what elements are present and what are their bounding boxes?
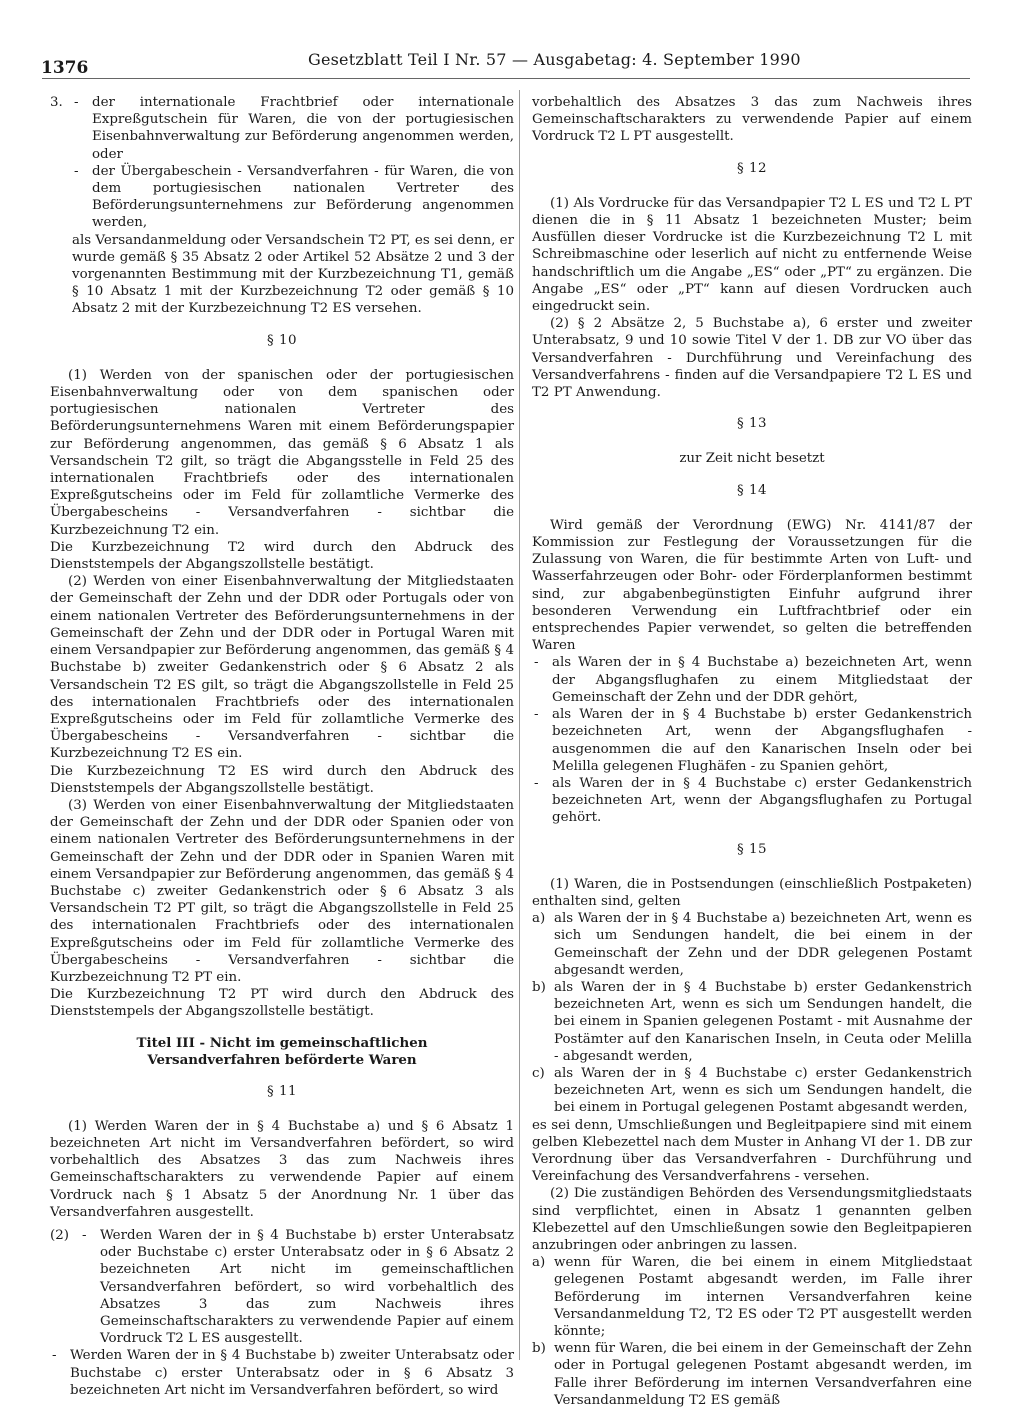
dash-mark: -: [82, 1227, 87, 1243]
paragraph: (2) Die zuständigen Behörden des Versendungsmitgliedstaats sind verpflichtet, einen in Absatz 1 genannten gelben Klebezettel auf den Umschließungen sowie den Begleitpapieren anzubringen oder anbringen zu lassen.: [532, 1186, 972, 1253]
title-iii-heading: [50, 1035, 514, 1069]
item-letter: a): [532, 1255, 546, 1271]
page-number: 1376: [41, 58, 89, 78]
paragraph: als Waren der in § 4 Buchstabe a) bezeichneten Art, wenn es sich um Sendungen handelt, die bei einem in der Gemeinschaft der Zehn und der DDR gelegenen Postamt abgesandt werden,: [554, 911, 972, 978]
list-item-a: [532, 910, 972, 979]
dash-mark: -: [74, 163, 79, 179]
paragraph: (2) § 2 Absätze 2, 5 Buchstabe a), 6 erster und zweiter Unterabsatz, 9 und 10 sowie Titel V der 1. DB zur VO über das Versandverfahren - Durchführung und Vereinfachung des Versandverfahrens - finden auf die Versandpapiere T2 L ES und T2 PT Anwendung.: [532, 316, 972, 401]
column-divider: [519, 90, 520, 1360]
header-rule: [42, 78, 970, 79]
paragraph: Die Kurzbezeichnung T2 PT wird durch den Abdruck des Dienststempels der Abgangszollstelle bestätigt.: [50, 987, 514, 1020]
paragraph: als Waren der in § 4 Buchstabe c) erster Gedankenstrich bezeichneten Art, wenn der Abgangsflughafen zu Portugal gehört.: [552, 775, 972, 826]
paragraph: wenn für Waren, die bei einem in der Gemeinschaft der Zehn oder in Portugal gelegenen Postamt abgesandt werden, im Falle ihrer Beförderung im internen Versandverfahren eine Versandanmeldung T2 ES gemäß: [554, 1341, 972, 1408]
item-letter: b): [532, 1341, 546, 1357]
section-heading-15: § 15: [737, 841, 767, 857]
paragraph: vorbehaltlich des Absatzes 3 das zum Nachweis ihres Gemeinschaftscharakters zu verwendende Papier auf einem Vordruck T2 L PT ausgestellt.: [532, 95, 972, 145]
dash-item: [72, 163, 514, 232]
paragraph: Die Kurzbezeichnung T2 wird durch den Abdruck des Dienststempels der Abgangszollstelle bestätigt.: [50, 539, 514, 573]
paragraph: (3) Werden von einer Eisenbahnverwaltung der Mitgliedstaaten der Gemeinschaft der Zehn und der DDR oder Spanien oder von einem nationalen Vertreter des Beförderungsunternehmens in der Gemeinschaft der Zehn und der DDR oder in Spanien Waren mit einem Versandpapier zur Beförderung angenommen, das gemäß § 4 Buchstabe c) zweiter Gedankenstrich oder § 6 Absatz 3 als Versandschein T2 PT gilt, so trägt die Abgangszollstelle in Feld 25 des internationalen Frachtbriefs oder des internationalen Expreßgutscheins oder im Feld für zollamtliche Vermerke des Übergabescheins - Versandverfahren - sichtbar die Kurzbezeichnung T2 PT ein.: [50, 797, 514, 985]
dash-mark: -: [52, 1348, 57, 1364]
dash-item: [532, 775, 972, 827]
paragraph: als Waren der in § 4 Buchstabe a) bezeichneten Art, wenn der Abgangsflughafen zu einem Mitgliedstaat der Gemeinschaft der Zehn und der DDR gehört,: [552, 655, 972, 705]
paragraph: (1) Als Vordrucke für das Versandpapier T2 L ES und T2 L PT dienen die in § 11 Absatz 1 bezeichneten Muster; beim Ausfüllen dieser Vordrucke ist die Kurzbezeichnung T2 L mit Schreibmaschine oder leserlich auf nicht zu entfernende Weise handschriftlich um die Angabe „ES“ oder „PT“ zu ergänzen. Die Angabe „ES“ oder „PT“ kann auf diesen Vordrucken auch eingedruckt sein.: [532, 195, 972, 315]
paragraph: der Übergabeschein - Versandverfahren - für Waren, die von dem portugiesischen nationalen Vertreter des Beförderungsunternehmens zur Beförderung angenommen werden,: [92, 163, 514, 231]
list-item-c: [532, 1065, 972, 1117]
section-heading-13: § 13: [737, 416, 767, 432]
title-line: Versandverfahren beförderte Waren: [147, 1051, 417, 1068]
list-item-a: [532, 1254, 972, 1340]
paragraph: als Versandanmeldung oder Versandschein T2 PT, es sei denn, er wurde gemäß § 35 Absatz 2 oder Artikel 52 Absätze 2 und 3 der vorgenannten Bestimmung mit der Kurzbezeichnung T1, gemäß § 10 Absatz 1 mit der Kurzbezeichnung T2 oder gemäß § 10 Absatz 2 mit der Kurzbezeichnung T2 ES versehen.: [72, 232, 514, 317]
item-3: [50, 94, 514, 318]
item-letter: c): [532, 1065, 545, 1081]
paragraph: (1) Werden von der spanischen oder der portugiesischen Eisenbahnverwaltung oder von dem spanischen oder portugiesischen nationalen Vertreter des Beförderungsunternehmens Waren mit einem Beförderungspapier zur Beförderung angenommen, das gemäß § 6 Absatz 1 als Versandschein T2 gilt, so trägt die Abgangsstelle in Feld 25 des internationalen Frachtbriefs oder des internationalen Expreßgutscheins oder im Feld für zollamtliche Vermerke des Übergabescheins - Versandverfahren - sichtbar die Kurzbezeichnung T2 ein.: [50, 367, 514, 538]
paragraph: es sei denn, Umschließungen und Begleitpapiere sind mit einem gelben Klebezettel nach dem Muster in Anhang VI der 1. DB zur Verordnung über das Versandverfahren - Durchführung und Vereinfachung des Versandverfahrens - versehen.: [532, 1117, 972, 1185]
paragraph: Werden Waren der in § 4 Buchstabe b) zweiter Unterabsatz oder Buchstabe c) erster Unterabsatz oder in § 6 Absatz 3 bezeichneten Art nicht im Versandverfahren befördert, so wird: [70, 1348, 514, 1398]
section-heading-14: § 14: [737, 482, 767, 498]
paragraph: als Waren der in § 4 Buchstabe b) erster Gedankenstrich bezeichneten Art, wenn es sich um Sendungen handelt, die bei einem in Spanien gelegenen Postamt - mit Ausnahme der Postämter auf den Kanarischen Inseln, in Ceuta oder Melilla - abgesandt werden,: [554, 979, 972, 1064]
dash-mark: -: [534, 655, 539, 671]
dash-item: [72, 94, 514, 163]
dash-item: [532, 706, 972, 775]
paragraph: der internationale Frachtbrief oder internationale Expreßgutschein für Waren, die von der portugiesischen Eisenbahnverwaltung zur Beförderung angenommen werden, oder: [92, 95, 514, 162]
dash-item: [50, 1347, 514, 1399]
dash-item: [532, 654, 972, 706]
paragraph: (1) Waren, die in Postsendungen (einschließlich Postpaketen) enthalten sind, gelten: [532, 876, 972, 909]
dash-mark: -: [74, 95, 79, 110]
paragraph: Die Kurzbezeichnung T2 ES wird durch den Abdruck des Dienststempels der Abgangszollstelle bestätigt.: [50, 763, 514, 796]
dash-item: [80, 1227, 514, 1347]
item-2: [50, 1227, 514, 1347]
dash-mark: -: [534, 707, 539, 723]
paragraph: (1) Werden Waren der in § 4 Buchstabe a) und § 6 Absatz 1 bezeichneten Art nicht im Versandverfahren befördert, so wird vorbehaltlich des Absatzes 3 das zum Nachweis ihres Gemeinschaftscharakters zu verwendende Papier auf einem Vordruck nach § 1 Absatz 5 der Anordnung Nr. 1 über das Versandverfahren ausgestellt.: [50, 1118, 514, 1220]
list-item-b: [532, 979, 972, 1065]
item-number: (2): [50, 1227, 69, 1243]
left-column: [50, 94, 514, 1399]
section-heading-10: § 10: [267, 332, 297, 348]
paragraph: als Waren der in § 4 Buchstabe c) erster Gedankenstrich bezeichneten Art, wenn es sich um Sendungen handelt, die bei einem in Portugal gelegenen Postamt abgesandt werden,: [554, 1065, 972, 1116]
paragraph: Werden Waren der in § 4 Buchstabe b) erster Unterabsatz oder Buchstabe c) erster Unterabsatz oder in § 6 Absatz 2 bezeichneten Art nicht im gemeinschaftlichen Versandverfahren befördert, so wird vorbehaltlich des Absatzes 3 das zum Nachweis ihres Gemeinschaftscharakters zu verwendende Papier auf einem Vordruck T2 L ES ausgestellt.: [100, 1227, 514, 1347]
section-heading-12: § 12: [737, 160, 767, 176]
right-column: [532, 94, 972, 1409]
paragraph: als Waren der in § 4 Buchstabe b) erster Gedankenstrich bezeichneten Art, wenn der Abgangsflughafen - ausgenommen die auf den Kanarischen Inseln oder bei Melilla gelegenen Flughäfen - zu Spanien gehört,: [552, 707, 972, 774]
section-heading-11: § 11: [267, 1083, 297, 1099]
header-title: Gesetzblatt Teil I Nr. 57 — Ausgabetag: 4. September 1990: [308, 50, 801, 69]
item-letter: a): [532, 911, 546, 927]
list-item-b: [532, 1340, 972, 1409]
paragraph: zur Zeit nicht besetzt: [679, 451, 825, 467]
dash-mark: -: [534, 775, 539, 791]
paragraph: Wird gemäß der Verordnung (EWG) Nr. 4141/87 der Kommission zur Festlegung der Voraussetzungen für die Zulassung von Waren, die für bestimmte Arten von Luft- und Wasserfahrzeugen oder Bohr- oder Förderplanformen bestimmt sind, zur abgabenbegünstigten Einfuhr aufgrund ihrer besonderen Verwendung ein Luftfrachtbrief oder ein entsprechendes Papier verwendet, so gelten die betreffenden Waren: [532, 517, 972, 654]
title-line: Titel III - Nicht im gemeinschaftlichen: [136, 1034, 428, 1051]
item-number: 3.: [50, 95, 63, 110]
paragraph: wenn für Waren, die bei einem in einem Mitgliedstaat gelegenen Postamt abgesandt werden, im Falle ihrer Beförderung im internen Versandverfahren keine Versandanmeldung T2, T2 ES oder T2 PT ausgestellt werden könnte;: [554, 1255, 972, 1339]
item-letter: b): [532, 979, 546, 995]
paragraph: (2) Werden von einer Eisenbahnverwaltung der Mitgliedstaaten der Gemeinschaft der Zehn und der DDR oder Portugals oder von einem nationalen Vertreter des Beförderungsunternehmens in der Gemeinschaft der Zehn und der DDR oder in Portugal Waren mit einem Versandpapier zur Beförderung angenommen, das gemäß § 4 Buchstabe b) zweiter Gedankenstrich oder § 6 Absatz 2 als Versandschein T2 ES gilt, so trägt die Abgangszollstelle in Feld 25 des internationalen Frachtbriefs oder des internationalen Expreßgutscheins oder im Feld für zollamtliche Vermerke des Übergabescheins - Versandverfahren - sichtbar die Kurzbezeichnung T2 ES ein.: [50, 574, 514, 762]
